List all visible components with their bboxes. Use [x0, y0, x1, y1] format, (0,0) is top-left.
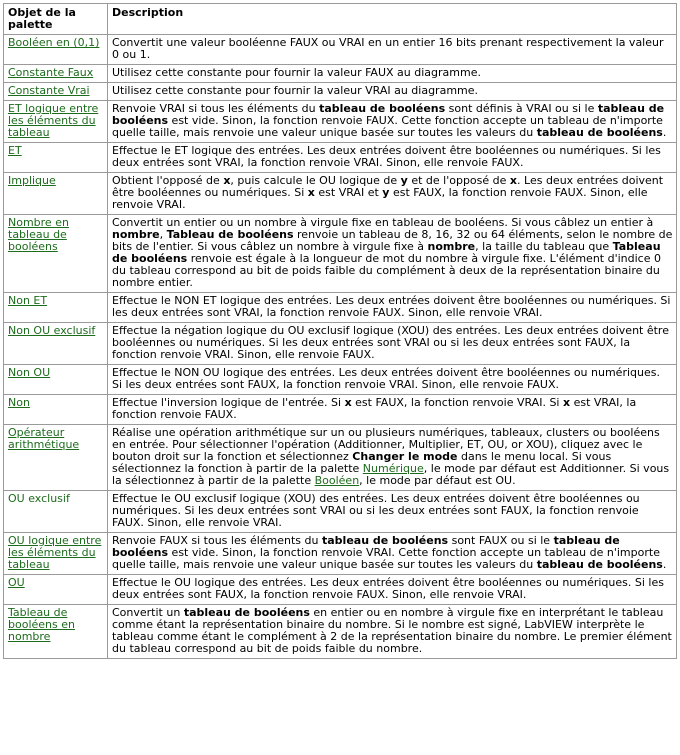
- palette-object-cell: [4, 323, 108, 365]
- bold-term: tableau de booléens: [322, 534, 449, 547]
- description-cell: [108, 173, 677, 215]
- description-text: est vide. Sinon, la fonction renvoie VRAI. Cette fonction accepte un tableau de n'importe quelle taille, mais renvoie une valeur unique basée sur toutes les valeurs du: [112, 546, 660, 571]
- table-row: [4, 395, 677, 425]
- bold-term: nombre: [112, 228, 160, 241]
- table-row: [4, 491, 677, 533]
- palette-object-link[interactable]: Constante Vrai: [8, 84, 90, 97]
- bold-term: x: [562, 396, 571, 409]
- description-text: Effectue le OU logique des entrées. Les deux entrées doivent être booléennes ou numériques. Si les deux entrées sont FAUX, la fonction renvoie FAUX. Sinon, elle renvoie VRAI.: [112, 576, 664, 601]
- bold-term: tableau de booléens: [536, 126, 663, 139]
- bold-term: Tableau de booléens: [112, 240, 661, 265]
- palette-object-cell: [4, 101, 108, 143]
- description-text: Convertit un: [112, 606, 184, 619]
- description-text: Effectue l'inversion logique de l'entrée. Si: [112, 396, 345, 409]
- description-cell: [108, 143, 677, 173]
- description-text: sont FAUX ou si le: [448, 534, 554, 547]
- table-row: [4, 365, 677, 395]
- bold-term: y: [400, 174, 408, 187]
- palette-object-cell: [4, 65, 108, 83]
- table-row: [4, 35, 677, 65]
- description-text: est VRAI, la fonction renvoie FAUX.: [112, 396, 637, 421]
- palette-object-cell: [4, 83, 108, 101]
- description-cell: [108, 425, 677, 491]
- description-cell: [108, 575, 677, 605]
- table-row: [4, 143, 677, 173]
- description-text: renvoie est égale à la longueur de mot du nombre à virgule fixe. L'élément d'indice 0 du tableau correspond au bit de poids faible du complément à deux de la représentation binaire du nombre entier.: [112, 252, 661, 289]
- description-cell: [108, 65, 677, 83]
- palette-object-link[interactable]: Non ET: [8, 294, 48, 307]
- palette-object-link[interactable]: Non OU exclusif: [8, 324, 96, 337]
- table-header-row: [4, 4, 677, 35]
- description-cell: [108, 605, 677, 659]
- description-cell: [108, 491, 677, 533]
- table-row: [4, 215, 677, 293]
- description-text: Effectue le OU exclusif logique (XOU) des entrées. Les deux entrées doivent être booléennes ou numériques. Si les deux entrées sont VRAI ou si les deux entrées sont FAUX, la fonction renvoie FAUX. Sinon, elle renvoie VRAI.: [112, 492, 640, 529]
- description-cell: [108, 395, 677, 425]
- description-text: Utilisez cette constante pour fournir la valeur VRAI au diagramme.: [112, 84, 479, 97]
- description-text: .: [662, 126, 667, 139]
- description-text: Effectue le NON ET logique des entrées. Les deux entrées doivent être booléennes ou numériques. Si les deux entrées sont VRAI, la fonction renvoie FAUX. Sinon, elle renvoie VRAI.: [112, 294, 671, 319]
- table-row: [4, 575, 677, 605]
- description-text: . Les deux entrées doivent être booléennes ou numériques. Si: [112, 174, 664, 199]
- palette-object-cell: [4, 173, 108, 215]
- bold-term: y: [382, 186, 390, 199]
- palette-object-cell: [4, 533, 108, 575]
- palette-table: [3, 3, 677, 659]
- description-text: Obtient l'opposé de: [112, 174, 224, 187]
- description-text: Renvoie VRAI si tous les éléments du: [112, 102, 320, 115]
- palette-object-link[interactable]: Opérateur arithmétique: [8, 426, 80, 451]
- header-description: Description: [108, 4, 677, 35]
- bold-term: tableau de booléens: [536, 558, 663, 571]
- palette-object-link[interactable]: Booléen en (0,1): [8, 36, 100, 49]
- palette-link[interactable]: Numérique: [362, 462, 424, 475]
- description-text: renvoie un tableau de 8, 16, 32 ou 64 éléments, selon le nombre de bits de l'entier. Si vous câblez un nombre à virgule fixe à: [112, 228, 673, 253]
- description-cell: [108, 83, 677, 101]
- description-text: , le mode par défaut est Additionner. Si vous la sélectionnez à partir de la palette: [112, 462, 670, 487]
- palette-object-link[interactable]: Non: [8, 396, 30, 409]
- description-text: , puis calcule le OU logique de: [230, 174, 401, 187]
- table-row: [4, 83, 677, 101]
- palette-object-link[interactable]: OU logique entre les éléments du tableau: [8, 534, 102, 571]
- description-text: Réalise une opération arithmétique sur un ou plusieurs numériques, tableaux, clusters ou booléens en entrée. Pour sélectionner l'opération (Additionner, Multiplier, ET, OU, or XOU), cliquez avec le bouton droit sur la fonction et sélectionnez: [112, 426, 660, 463]
- palette-object-cell: [4, 35, 108, 65]
- palette-object-link[interactable]: Non OU: [8, 366, 51, 379]
- description-cell: [108, 323, 677, 365]
- bold-term: nombre: [427, 240, 476, 253]
- table-row: [4, 323, 677, 365]
- palette-object-link[interactable]: ET logique entre les éléments du tableau: [8, 102, 99, 139]
- description-cell: [108, 533, 677, 575]
- description-text: Convertit un entier ou un nombre à virgule fixe en tableau de booléens. Si vous câblez un entier à: [112, 216, 654, 229]
- palette-object-link[interactable]: Tableau de booléens en nombre: [8, 606, 75, 643]
- description-text: et de l'opposé de: [407, 174, 510, 187]
- description-cell: [108, 215, 677, 293]
- table-body: [4, 35, 677, 659]
- bold-term: x: [344, 396, 352, 409]
- table-row: [4, 173, 677, 215]
- palette-object-cell: [4, 365, 108, 395]
- bold-term: tableau de booléens: [112, 534, 620, 559]
- palette-object-link[interactable]: Implique: [8, 174, 56, 187]
- bold-term: tableau de booléens: [112, 102, 665, 127]
- palette-object-cell: [4, 395, 108, 425]
- bold-term: tableau de booléens: [319, 102, 446, 115]
- table-row: [4, 425, 677, 491]
- table-row: [4, 65, 677, 83]
- bold-term: Tableau de booléens: [166, 228, 294, 241]
- description-text: , le mode par défaut est OU.: [359, 474, 516, 487]
- description-text: dans le menu local. Si vous sélectionnez la fonction à partir de la palette: [112, 450, 612, 475]
- bold-term: tableau de booléens: [183, 606, 310, 619]
- description-text: est FAUX, la fonction renvoie FAUX. Sinon, elle renvoie VRAI.: [112, 186, 648, 211]
- description-text: Effectue le ET logique des entrées. Les deux entrées doivent être booléennes ou numériques. Si les deux entrées sont VRAI, la fonction renvoie VRAI. Sinon, elle renvoie FAUX.: [112, 144, 661, 169]
- table-row: [4, 533, 677, 575]
- bold-term: x: [223, 174, 231, 187]
- bold-term: x: [509, 174, 518, 187]
- description-cell: [108, 293, 677, 323]
- palette-object-cell: [4, 605, 108, 659]
- bold-term: Changer le mode: [352, 450, 458, 463]
- palette-object-link[interactable]: Nombre en tableau de booléens: [8, 216, 69, 253]
- description-text: .: [662, 558, 667, 571]
- description-cell: [108, 35, 677, 65]
- palette-object-link[interactable]: OU exclusif: [8, 492, 70, 505]
- description-text: Utilisez cette constante pour fournir la valeur FAUX au diagramme.: [112, 66, 481, 79]
- description-text: sont définis à VRAI ou si le: [445, 102, 598, 115]
- description-text: est VRAI et: [314, 186, 383, 199]
- description-text: , la taille du tableau que: [475, 240, 613, 253]
- palette-object-cell: [4, 215, 108, 293]
- description-text: est vide. Sinon, la fonction renvoie FAUX. Cette fonction accepte un tableau de n'importe quelle taille, mais renvoie une valeur unique basée sur toutes les valeurs du: [112, 114, 663, 139]
- description-text: est FAUX, la fonction renvoie VRAI. Si: [351, 396, 563, 409]
- palette-link[interactable]: Booléen: [314, 474, 360, 487]
- description-text: ,: [159, 228, 167, 241]
- description-text: Effectue le NON OU logique des entrées. Les deux entrées doivent être booléennes ou numériques. Si les deux entrées sont FAUX, la fonction renvoie VRAI. Sinon, elle renvoie FAUX.: [112, 366, 660, 391]
- palette-object-cell: [4, 425, 108, 491]
- description-cell: [108, 365, 677, 395]
- table-row: [4, 293, 677, 323]
- palette-object-cell: [4, 293, 108, 323]
- palette-object-link[interactable]: ET: [8, 144, 22, 157]
- palette-object-link[interactable]: Constante Faux: [8, 66, 94, 79]
- description-text: Renvoie FAUX si tous les éléments du: [112, 534, 322, 547]
- description-cell: [108, 101, 677, 143]
- bold-term: x: [307, 186, 315, 199]
- description-text: en entier ou en nombre à virgule fixe en interprétant le tableau comme étant la représentation binaire du nombre. Si le nombre est signé, LabVIEW interprète le tableau comme étant le complément à 2 de la représentation binaire du nombre. Le premier élément du tableau correspond au bit de poids faible du nombre.: [112, 606, 672, 655]
- description-text: Convertit une valeur booléenne FAUX ou VRAI en un entier 16 bits prenant respectivement la valeur 0 ou 1.: [112, 36, 664, 61]
- description-text: Effectue la négation logique du OU exclusif logique (XOU) des entrées. Les deux entrées doivent être booléennes ou numériques. Si les deux entrées sont VRAI ou si les deux entrées sont FAUX, la fonction renvoie VRAI. Sinon, elle renvoie FAUX.: [112, 324, 669, 361]
- palette-object-cell: [4, 575, 108, 605]
- header-palette-object: Objet de la palette: [4, 4, 108, 35]
- palette-object-cell: [4, 491, 108, 533]
- table-row: [4, 605, 677, 659]
- palette-object-link[interactable]: OU: [8, 576, 25, 589]
- table-row: [4, 101, 677, 143]
- palette-object-cell: [4, 143, 108, 173]
